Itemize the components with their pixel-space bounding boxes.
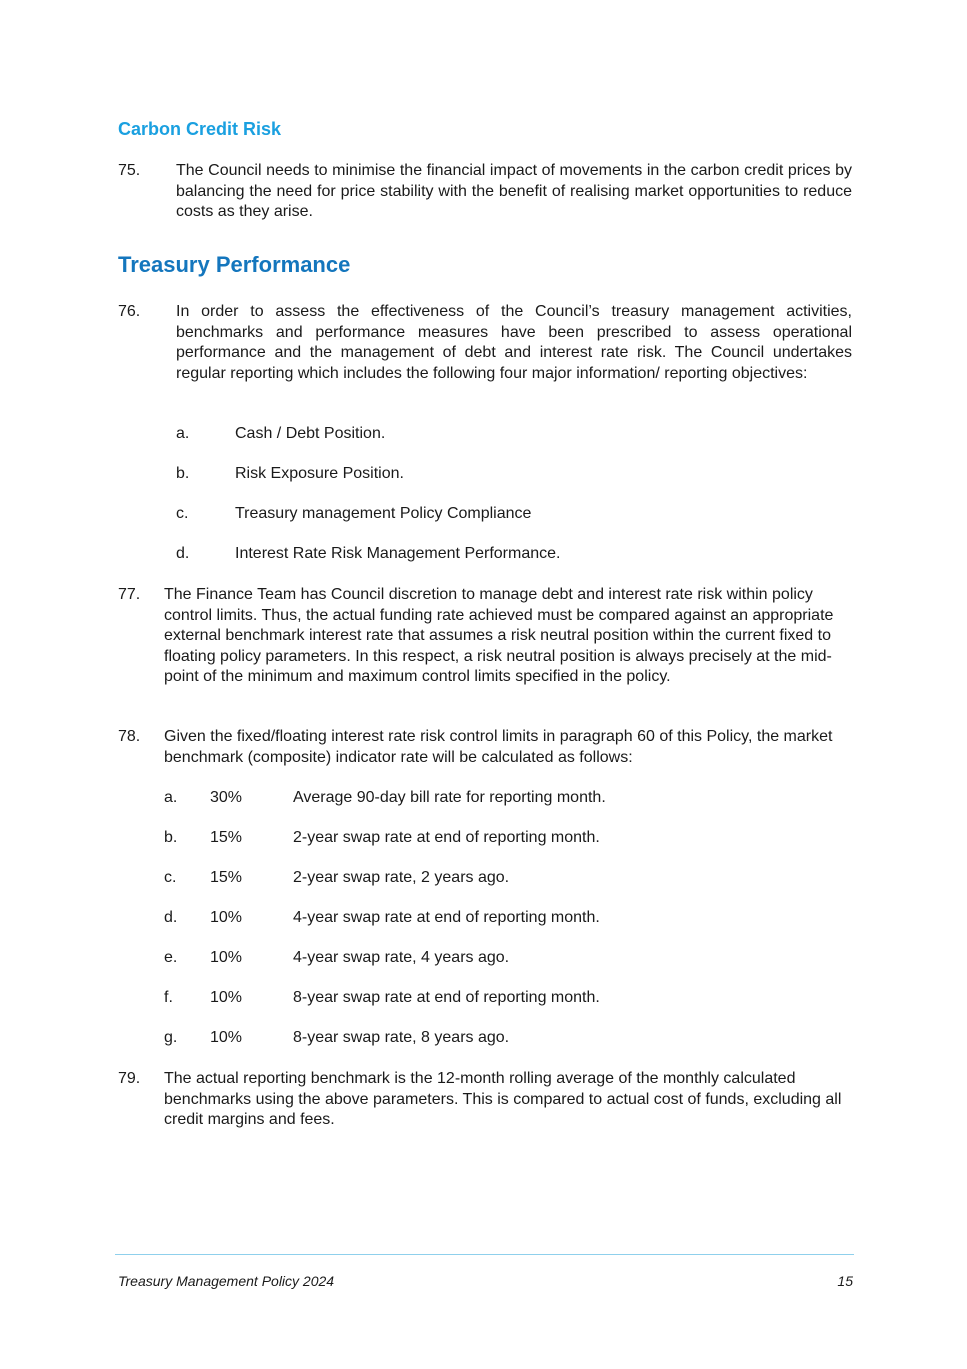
list-text: 8-year swap rate, 8 years ago. <box>293 1029 510 1046</box>
list-letter: g. <box>164 1029 178 1046</box>
list-letter: e. <box>164 949 178 966</box>
paragraph-text: The Council needs to minimise the financial impact of movements in the carbon credit prices by balancing the need for price stability with the benefit of realising market opportunities to reduce costs as they arise. <box>176 162 852 220</box>
list-letter: b. <box>176 465 190 482</box>
list-letter: b. <box>164 829 178 846</box>
list-text: 2-year swap rate, 2 years ago. <box>293 869 510 886</box>
list-text: Risk Exposure Position. <box>235 465 404 482</box>
list-letter: c. <box>164 869 177 886</box>
list-percent: 15% <box>210 829 243 846</box>
paragraph-text: Given the fixed/floating interest rate risk control limits in paragraph 60 of this Policy, the market benchmark (composite) indicator rate will be calculated as follows: <box>164 728 833 766</box>
list-letter: c. <box>176 505 189 522</box>
list-text: Treasury management Policy Compliance <box>235 505 532 522</box>
list-text: 4-year swap rate, 4 years ago. <box>293 949 510 966</box>
carbon-credit-risk-heading: Carbon Credit Risk <box>118 119 282 139</box>
list-letter: d. <box>176 545 190 562</box>
list-letter: d. <box>164 909 178 926</box>
footer-title: Treasury Management Policy 2024 <box>118 1273 335 1289</box>
paragraph-number: 75. <box>118 162 141 179</box>
list-percent: 15% <box>210 869 243 886</box>
treasury-performance-heading: Treasury Performance <box>118 252 351 277</box>
list-letter: a. <box>176 425 190 442</box>
list-percent: 30% <box>210 789 243 806</box>
list-text: 8-year swap rate at end of reporting month. <box>293 989 600 1006</box>
list-text: Interest Rate Risk Management Performance. <box>235 545 561 562</box>
paragraph-number: 79. <box>118 1070 141 1087</box>
footer-divider <box>115 1254 854 1255</box>
list-text: Average 90-day bill rate for reporting month. <box>293 789 606 806</box>
list-text: 4-year swap rate at end of reporting month. <box>293 909 600 926</box>
list-letter: f. <box>164 989 173 1006</box>
list-text: Cash / Debt Position. <box>235 425 386 442</box>
paragraph-text: The Finance Team has Council discretion to manage debt and interest rate risk within policy control limits. Thus, the actual funding rate achieved must be compared against an appropriate external benchmark interest rate that assumes a risk neutral position within the current fixed to floating policy parameters. In this respect, a risk neutral position is always precisely at the mid-point of the minimum and maximum control limits specified in the policy. <box>164 586 834 685</box>
list-percent: 10% <box>210 949 243 966</box>
list-text: 2-year swap rate at end of reporting month. <box>293 829 600 846</box>
list-percent: 10% <box>210 989 243 1006</box>
list-percent: 10% <box>210 909 243 926</box>
paragraph-number: 78. <box>118 728 141 745</box>
paragraph-number: 76. <box>118 303 141 320</box>
list-percent: 10% <box>210 1029 243 1046</box>
paragraph-text: In order to assess the effectiveness of the Council’s treasury management activities, benchmarks and performance measures have been prescribed to assess operational performance and the management of debt and interest rate risk. The Council undertakes regular reporting which includes the following four major information/ reporting objectives: <box>176 303 852 382</box>
list-letter: a. <box>164 789 178 806</box>
page-number: 15 <box>837 1273 853 1289</box>
paragraph-number: 77. <box>118 586 141 603</box>
paragraph-text: The actual reporting benchmark is the 12-month rolling average of the monthly calculated benchmarks using the above parameters. This is compared to actual cost of funds, excluding all credit margins and fees. <box>164 1070 842 1128</box>
